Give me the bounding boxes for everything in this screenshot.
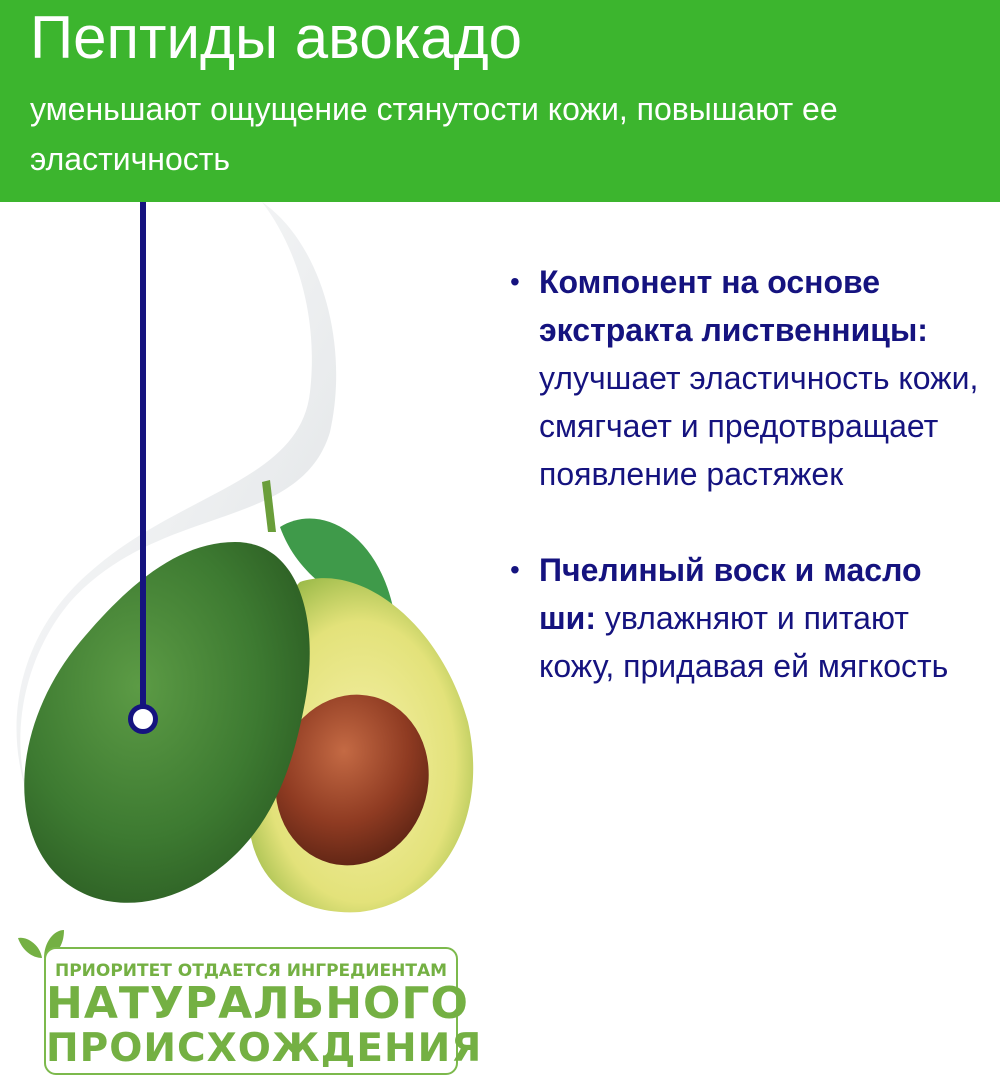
benefits-list — [510, 258, 980, 738]
badge-line-3: ПРОИСХОЖДЕНИЯ — [46, 1026, 483, 1071]
list-item — [510, 546, 980, 690]
avocado-icon — [0, 202, 500, 962]
bullet-text: увлажняют и питают кожу, придавая ей мягкость — [539, 600, 949, 684]
page-title: Пептиды авокадо — [30, 4, 523, 71]
list-item — [510, 258, 980, 498]
natural-origin-badge — [44, 947, 483, 1075]
badge-line-1: ПРИОРИТЕТ ОТДАЕТСЯ ИНГРЕДИЕНТАМ — [54, 961, 448, 981]
pointer-marker — [128, 704, 158, 734]
bullet-title: Пчелиный воск и масло ши: — [539, 552, 922, 636]
page-subtitle: уменьшают ощущение стянутости кожи, повышают ее эластичность — [30, 91, 838, 177]
header-banner — [0, 0, 1000, 202]
badge-line-2: НАТУРАЛЬНОГО — [46, 978, 469, 1029]
bullet-title: Компонент на основе экстракта лиственницы: — [539, 264, 928, 348]
bullet-text: улучшает эластичность кожи, смягчает и предотвращает появление растяжек — [539, 360, 979, 492]
pointer-line — [140, 202, 146, 706]
